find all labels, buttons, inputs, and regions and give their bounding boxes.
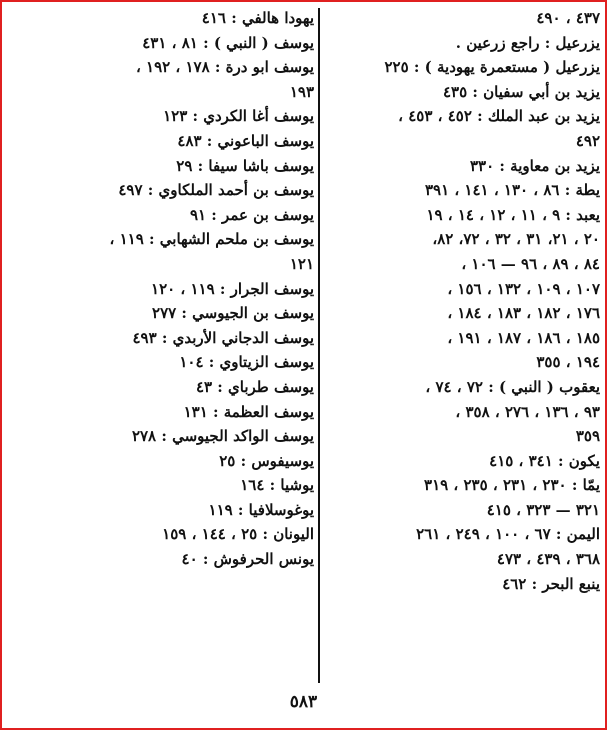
index-column-right [324, 6, 600, 596]
index-entry: ١٩٣ [289, 82, 314, 101]
index-entry: يوسف بن أحمد الملكاوي : ٤٩٧ [118, 181, 314, 200]
index-entry: ٣٥٩ [575, 427, 600, 446]
index-entry: يوسف الدجاني الأربدي : ٤٩٣ [132, 328, 314, 347]
index-entry: يوسف الزيتاوي : ١٠٤ [179, 353, 314, 372]
index-entry: ١٧٦ ، ١٨٢ ، ١٨٣ ، ١٨٤ ، [447, 304, 600, 323]
index-entry: ٨٤ ، ٨٩ ، ٩٦ — ١٠٦ ، [461, 254, 600, 273]
index-entry: يكون : ٣٤١ ، ٤١٥ [489, 451, 600, 470]
index-entry: اليونان : ٢٥ ، ١٤٤ ، ١٥٩ [162, 525, 314, 544]
index-entry: ٩٣ ، ١٣٦ ، ٢٧٦ ، ٣٥٨ ، [455, 402, 600, 421]
index-entry: ١٢١ [289, 254, 314, 273]
index-entry: يوسف أغا الكردي : ١٢٣ [163, 107, 314, 126]
index-entry: يوسف الباعوني : ٤٨٣ [177, 131, 314, 150]
index-entry: ٣٦٨ ، ٤٣٩ ، ٤٧٣ [496, 550, 600, 569]
index-entry: يوسف بن عمر : ٩١ [189, 205, 314, 224]
index-entry: يوغوسلافيا : ١١٩ [208, 500, 314, 519]
index-entry: ٣٢١ — ٣٢٣ ، ٤١٥ [486, 500, 600, 519]
index-entry: يطة : ٨٦ ، ١٣٠ ، ١٤١ ، ٣٩١ [424, 181, 600, 200]
index-entry: يعبد : ٩ ، ١١ ، ١٢ ، ١٤ ، ١٩ [426, 205, 600, 224]
index-entry: يزرعيل : راجع زرعين . [455, 33, 600, 52]
index-entry: يمّا : ٢٣٠ ، ٢٣١ ، ٢٣٥ ، ٣١٩ [424, 476, 600, 495]
index-entry: يوسف طرباي : ٤٣ [195, 377, 314, 396]
column-divider [318, 8, 320, 683]
index-entry: يوسف العظمة : ١٣١ [183, 402, 314, 421]
index-column-left [104, 6, 314, 572]
index-entry: يوسف ( النبي ) : ٨١ ، ٤٣١ [142, 33, 314, 52]
index-entry: ١٠٧ ، ١٠٩ ، ١٣٢ ، ١٥٦ ، [447, 279, 600, 298]
index-entry: يزرعيل ( مستعمرة يهودية ) : ٢٢٥ [384, 58, 600, 77]
index-entry: يوشيا : ١٦٤ [240, 476, 314, 495]
index-entry: يزيد بن عبد الملك : ٤٥٢ ، ٤٥٣ ، [398, 107, 600, 126]
index-entry: ينبع البحر : ٤٦٢ [502, 574, 600, 593]
index-entry: ٢٠ ، ٢١، ٣١ ، ٣٢ ، ٧٢، ٨٢، [432, 230, 600, 249]
index-entry: يزيد بن معاوية : ٣٣٠ [470, 156, 600, 175]
index-entry: ١٩٤ ، ٣٥٥ [536, 353, 600, 372]
index-entry: يوسف الجرار : ١١٩ ، ١٢٠ [151, 279, 314, 298]
index-entry: ٤٩٢ [575, 131, 600, 150]
index-entry: ١٨٥ ، ١٨٦ ، ١٨٧ ، ١٩١ ، [447, 328, 600, 347]
index-entry: يزيد بن أبي سفيان : ٤٣٥ [442, 82, 600, 101]
index-entry: يونس الحرفوش : ٤٠ [181, 550, 314, 569]
index-entry: يوسف باشا سيفا : ٢٩ [176, 156, 314, 175]
index-entry: يوسف ابو درة : ١٧٨ ، ١٩٢ ، [135, 58, 314, 77]
index-entry: يوسيفوس : ٢٥ [219, 451, 314, 470]
index-entry: يعقوب ( النبي ) : ٧٢ ، ٧٤ ، [425, 377, 600, 396]
index-entry: اليمن : ٦٧ ، ١٠٠ ، ٢٤٩ ، ٢٦١ [416, 525, 600, 544]
index-entry: يوسف الواكد الجيوسي : ٢٧٨ [131, 427, 314, 446]
index-entry: ٤٣٧ ، ٤٩٠ [536, 9, 600, 27]
index-entry: يوسف بن ملحم الشهابي : ١١٩ ، [109, 230, 314, 249]
index-entry: يهودا هالفي : ٤١٦ [201, 9, 314, 27]
page-number: ٥٨٣ [289, 692, 318, 712]
index-entry: يوسف بن الجيوسي : ٢٧٧ [152, 304, 314, 323]
